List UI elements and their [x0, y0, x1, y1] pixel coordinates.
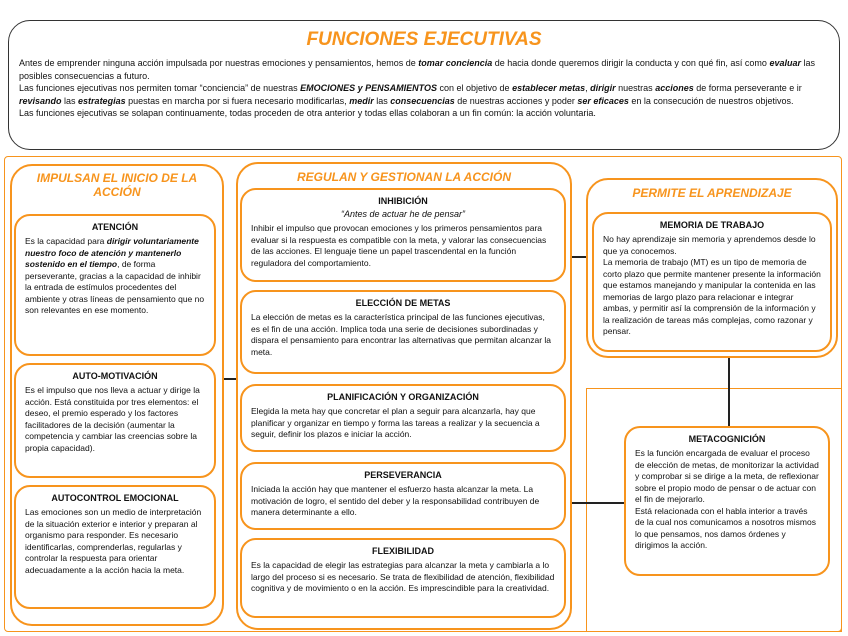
text-segment: de nuestras acciones y poder: [454, 95, 578, 106]
emphasis-text: EMOCIONES y PENSAMIENTOS: [300, 83, 438, 93]
emphasis-text: dirigir voluntariamente nuestro foco de atención y mantenerlo sostenido en el tiempo: [25, 236, 199, 269]
text-segment: nuestras: [615, 83, 656, 93]
text-segment: de forma perseverante e ir: [693, 83, 802, 93]
middle-column-heading: REGULAN Y GESTIONAN LA ACCIÓN: [296, 170, 511, 184]
card-body: [251, 560, 555, 595]
text-segment: Antes de emprender ninguna acción impulsada por nuestras emociones y pensamientos, hemos de: [19, 58, 419, 68]
text-segment: Inhibir el impulso que provocan emociones y los primeros pensamientos para evaluar si la respuesta es compatible con la meta, y valorar las consecuencias de las acciones. El lenguaje tiene un papel trascendental en la función reguladora del comportamiento.: [251, 223, 547, 268]
card-body: [251, 484, 555, 519]
intro-paragraph-3: Las funciones ejecutivas se solapan continuamente, todas proceden de otra anterior y todas ellas colaboran a un fin común: la acción voluntaria.: [19, 108, 596, 118]
emphasis-text: establecer metas: [512, 83, 586, 93]
card-auto-motivacion: [14, 363, 216, 478]
card-body: [25, 236, 205, 317]
emphasis-text: acciones: [655, 83, 694, 93]
card-title: METACOGNICIÓN: [688, 434, 766, 444]
text-segment: Es la capacidad para: [25, 236, 107, 246]
text-segment: ,: [585, 83, 591, 93]
card-body: [251, 406, 555, 441]
card-body: [603, 234, 821, 338]
text-segment: Iniciada la acción hay que mantener el esfuerzo hasta alcanzar la meta. La motivación de logro, el sentido del deber y la responsabilidad contribuyen de manera determinante a ello.: [251, 484, 540, 517]
text-segment: en la consecución de nuestros objetivos.: [628, 95, 794, 106]
emphasis-text: ser eficaces: [577, 95, 629, 106]
card-eleccion-de-metas: [240, 290, 566, 374]
right-column-heading: PERMITE EL APRENDIZAJE: [632, 186, 792, 200]
text-segment: , de forma perseverante, gracias a la capacidad de inhibir la entrada de estímulos procedentes del ambiente y otras líneas de pensamiento que no son relevantes en ese momento.: [25, 259, 205, 315]
text-segment: las: [61, 95, 79, 106]
card-title: ATENCIÓN: [91, 222, 139, 232]
intro-panel: [8, 20, 840, 150]
card-inhibicion: [240, 188, 566, 282]
card-flexibilidad: [240, 538, 566, 618]
card-perseverancia: [240, 462, 566, 530]
text-segment: las: [373, 95, 391, 106]
card-title: AUTOCONTROL EMOCIONAL: [51, 493, 179, 503]
card-body: [25, 507, 205, 576]
card-title: FLEXIBILIDAD: [372, 546, 434, 556]
card-atencion: [14, 214, 216, 356]
text-segment: La elección de metas es la característica principal de las funciones ejecutivas, es el fin de una acción. Implica toda una serie de decisiones subordinadas y dispara el pensamiento para encontrar las alternativas que permitan alcanzar la meta.: [251, 312, 552, 357]
card-title: MEMORIA DE TRABAJO: [659, 220, 765, 230]
connector-right-vertical: [728, 352, 730, 426]
card-body: [25, 385, 205, 454]
text-segment: Las funciones ejecutivas nos permiten tomar “conciencia” de nuestras: [19, 83, 301, 93]
text-segment: La memoria de trabajo (MT) es un tipo de memoria de corto plazo que permite mantener presente la información que estamos manejando y manipular la contenida en las memorias de largo plazo para relacionar e integrar ambas, y permitir así la comprensión de la información y la realización de tareas más complejas, como razonar y pensar.: [603, 257, 821, 336]
card-title: INHIBICIÓN: [378, 196, 428, 206]
emphasis-text: medir: [349, 95, 374, 106]
card-subtitle: “Antes de actuar he de pensar”: [340, 209, 466, 219]
card-memoria-de-trabajo: [592, 212, 832, 352]
text-segment: Es la capacidad de elegir las estrategias para alcanzar la meta y cambiarla a lo largo del proceso si es necesario. Se trata de flexibilidad de atención, flexibilidad cognitiva y de movimiento o en la acción. Es imprescindible para la creatividad.: [251, 560, 555, 593]
text-segment: Está relacionada con el habla interior a través de la cual nos comunicamos a nosotros mismos lo que pensamos, nos damos órdenes y dirigimos la acción.: [635, 505, 816, 550]
emphasis-text: revisando: [19, 95, 62, 106]
text-segment: Las emociones son un medio de interpretación de la situación exterior e interior y preparan al organismo para responder. Es necesario identificarlas, comprenderlas, regularlas y controlar la respuesta para orientar adecuadamente a la acción hacia la meta.: [25, 507, 202, 575]
connector-middle-metacognition: [570, 502, 628, 504]
text-segment: Es el impulso que nos lleva a actuar y dirige la acción. Está constituida por tres elementos: el deseo, el premio esperado y los factores facilitadores de la decisión (aumentar la competencia y cambiar las creencias sobre la propia capacidad).: [25, 385, 200, 453]
intro-paragraph-2: [19, 82, 829, 107]
page-title: FUNCIONES EJECUTIVAS: [306, 29, 542, 50]
emphasis-text: estrategias: [78, 95, 126, 106]
text-segment: No hay aprendizaje sin memoria y aprendemos desde lo que ya conocemos.: [603, 234, 816, 256]
card-autocontrol-emocional: [14, 485, 216, 609]
intro-paragraph-1: [19, 57, 829, 82]
emphasis-text: consecuencias: [390, 95, 455, 106]
intro-text: [19, 57, 829, 120]
card-metacognicion: [624, 426, 830, 576]
card-title: PLANIFICACIÓN Y ORGANIZACIÓN: [327, 392, 479, 402]
card-title: AUTO-MOTIVACIÓN: [72, 371, 158, 381]
card-title: PERSEVERANCIA: [364, 470, 442, 480]
left-column-heading: IMPULSAN EL INICIO DE LA ACCIÓN: [36, 171, 198, 199]
emphasis-text: dirigir: [590, 83, 616, 93]
emphasis-text: tomar conciencia: [418, 58, 493, 68]
emphasis-text: evaluar: [769, 58, 801, 68]
card-body: [251, 312, 555, 358]
text-segment: de hacia donde queremos dirigir la conducta y con qué fin, así como: [492, 58, 770, 68]
text-segment: puestas en marcha por si fuera necesario modificarlas,: [125, 95, 350, 106]
card-title: ELECCIÓN DE METAS: [355, 298, 451, 308]
text-segment: Es la función encargada de evaluar el proceso de elección de metas, de monitorizar la actividad y comprobar si se dirige a la meta, de reflexionar sobre el propio modo de pensar o de actuar con el fin de mejorarlo.: [635, 448, 819, 504]
text-segment: las posibles consecuencias a futuro.: [19, 58, 815, 81]
text-segment: Elegida la meta hay que concretar el plan a seguir para alcanzarla, hay que planificar y organizar en tiempo y forma las tareas a realizar y la secuencia a seguir, definir los plazos e iniciar la acción.: [251, 406, 540, 439]
text-segment: con el objetivo de: [437, 83, 513, 93]
card-body: [635, 448, 819, 552]
card-planificacion: [240, 384, 566, 452]
card-body: [251, 223, 555, 269]
